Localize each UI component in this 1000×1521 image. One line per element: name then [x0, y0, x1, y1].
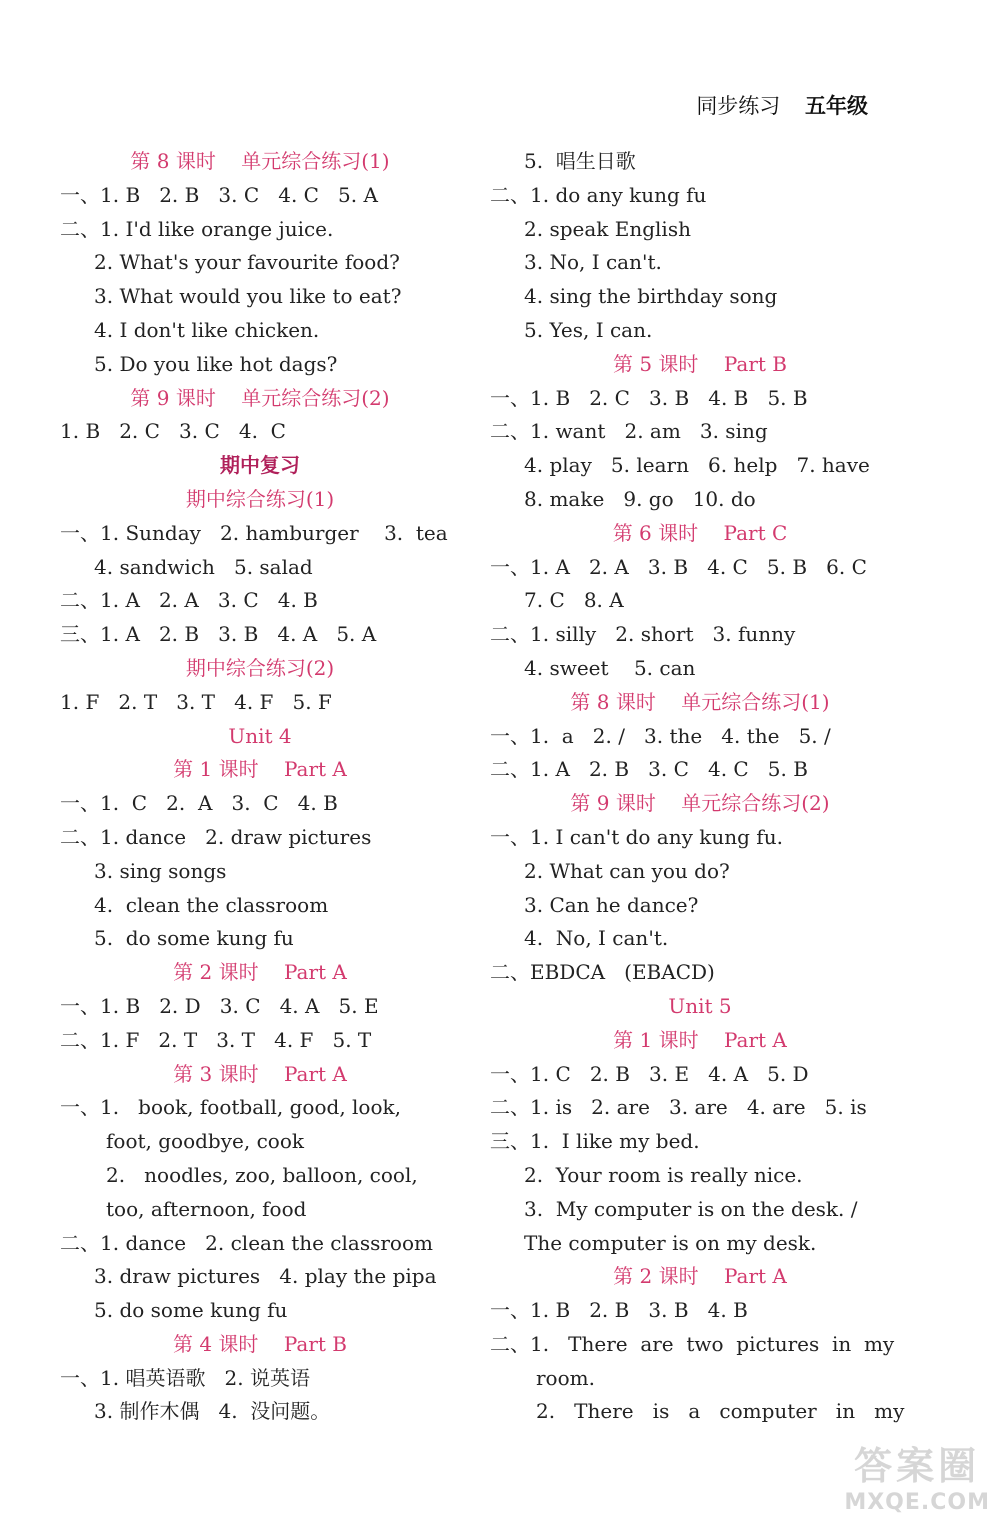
answer-line: 一、1. book, football, good, look, [60, 1095, 401, 1120]
answer-line: 4. clean the classroom [94, 892, 329, 917]
answer-line: 4. sandwich 5. salad [94, 554, 313, 579]
answer-line: 二、1. There are two pictures in my [490, 1331, 895, 1356]
answer-line: 二、1. silly 2. short 3. funny [490, 622, 796, 647]
lesson-heading: 第 9 课时 单元综合练习(2) [130, 385, 390, 410]
answer-line: 三、1. A 2. B 3. B 4. A 5. A [60, 622, 377, 647]
lesson-heading: 期中综合练习(1) [185, 486, 335, 511]
answer-line: 二、1. A 2. B 3. C 4. C 5. B [490, 757, 808, 782]
answer-line: 一、1. A 2. A 3. B 4. C 5. B 6. C [490, 554, 867, 579]
answer-line: 一、1. 唱英语歌 2. 说英语 [60, 1365, 310, 1390]
answer-line: 二、1. A 2. A 3. C 4. B [60, 588, 318, 613]
answer-line: 8. make 9. go 10. do [524, 486, 756, 511]
lesson-heading: 第 9 课时 单元综合练习(2) [570, 791, 830, 816]
answer-line: 2. What can you do? [524, 858, 730, 883]
answer-line: 一、1. B 2. D 3. C 4. A 5. E [60, 993, 379, 1018]
answer-line: 4. No, I can't. [524, 926, 669, 951]
answer-line: 三、1. I like my bed. [490, 1129, 700, 1154]
answer-line: 3. sing songs [94, 858, 227, 883]
answer-line: 4. sweet 5. can [524, 655, 696, 680]
lesson-heading: 第 2 课时 Part A [173, 960, 347, 985]
answer-line: 3. My computer is on the desk. / [524, 1196, 858, 1221]
answer-line: 一、1. C 2. A 3. C 4. B [60, 791, 338, 816]
answer-line: too, afternoon, food [106, 1196, 307, 1221]
watermark-logo: 答案圈 [854, 1444, 981, 1488]
answer-line: 二、1. want 2. am 3. sing [490, 419, 768, 444]
answer-line: 一、1. B 2. B 3. B 4. B [490, 1298, 748, 1323]
answer-line: 5. Yes, I can. [524, 317, 653, 342]
answer-line: 5. 唱生日歌 [524, 149, 636, 173]
lesson-heading: 第 8 课时 单元综合练习(1) [130, 149, 390, 173]
answer-line: 1. F 2. T 3. T 4. F 5. F [60, 689, 332, 714]
lesson-heading: 第 4 课时 Part B [172, 1331, 347, 1356]
answer-line: 2. Your room is really nice. [524, 1162, 803, 1187]
answer-line: 4. I don't like chicken. [94, 317, 320, 342]
answer-line: 3. What would you like to eat? [94, 284, 402, 309]
left-column [60, 145, 460, 1429]
header-grade: 五年级 [805, 94, 868, 118]
answer-line: 7. C 8. A [524, 588, 624, 613]
answer-line: 二、EBDCA (EBACD) [490, 960, 715, 985]
answer-line: 3. draw pictures 4. play the pipa [94, 1264, 437, 1289]
answer-line: The computer is on my desk. [524, 1230, 817, 1255]
watermark [844, 1435, 990, 1515]
answer-line: 2. noodles, zoo, balloon, cool, [106, 1162, 418, 1187]
lesson-heading: 第 3 课时 Part A [173, 1061, 347, 1086]
answer-line: 一、1. Sunday 2. hamburger 3. tea [60, 520, 448, 545]
answer-line: 一、1. B 2. C 3. B 4. B 5. B [490, 385, 808, 410]
header-title: 同步练习 [696, 94, 781, 118]
answer-line: 5. Do you like hot dags? [94, 351, 338, 376]
answer-line: 2. What's your favourite food? [94, 250, 400, 275]
watermark-url: MXQE.COM [844, 1490, 990, 1515]
lesson-heading: Unit 4 [228, 723, 292, 748]
answer-line: 5. do some kung fu [94, 1298, 288, 1323]
answer-line: 二、1. dance 2. clean the classroom [60, 1230, 433, 1255]
answer-line: 二、1. is 2. are 3. are 4. are 5. is [490, 1095, 867, 1120]
answer-line: 2. There is a computer in my [536, 1399, 905, 1424]
lesson-heading: 期中综合练习(2) [185, 655, 335, 680]
answer-line: room. [536, 1365, 595, 1390]
answer-line: 3. Can he dance? [524, 892, 699, 917]
answer-line: 4. play 5. learn 6. help 7. have [524, 453, 870, 478]
answer-line: 5. do some kung fu [94, 926, 294, 951]
answer-line: 一、1. I can't do any kung fu. [490, 824, 783, 849]
answer-line: 1. B 2. C 3. C 4. C [60, 419, 286, 444]
page-header [696, 90, 868, 120]
lesson-heading: 第 2 课时 Part A [613, 1264, 787, 1289]
lesson-heading: 第 1 课时 Part A [173, 757, 347, 782]
answer-line: 3. 制作木偶 4. 没问题。 [94, 1399, 331, 1424]
answer-line: 2. speak English [524, 216, 691, 241]
answer-line: 3. No, I can't. [524, 250, 662, 275]
lesson-heading: Unit 5 [668, 993, 732, 1018]
answer-line: 二、1. I'd like orange juice. [60, 216, 334, 241]
answer-line: 一、1. a 2. / 3. the 4. the 5. / [490, 723, 831, 748]
lesson-heading: 第 6 课时 Part C [612, 520, 788, 545]
answer-line: 二、1. do any kung fu [490, 182, 707, 207]
lesson-heading: 第 5 课时 Part B [612, 351, 787, 376]
answer-line: 一、1. B 2. B 3. C 4. C 5. A [60, 182, 378, 207]
answer-line: 二、1. dance 2. draw pictures [60, 824, 372, 849]
answer-line: 二、1. F 2. T 3. T 4. F 5. T [60, 1027, 372, 1052]
answer-line: 一、1. C 2. B 3. E 4. A 5. D [490, 1061, 809, 1086]
lesson-heading: 第 8 课时 单元综合练习(1) [570, 689, 830, 714]
lesson-heading: 第 1 课时 Part A [613, 1027, 787, 1052]
answer-line: foot, goodbye, cook [106, 1129, 304, 1154]
right-column [490, 145, 910, 1429]
section-heading: 期中复习 [220, 453, 300, 478]
answer-line: 4. sing the birthday song [524, 284, 778, 309]
